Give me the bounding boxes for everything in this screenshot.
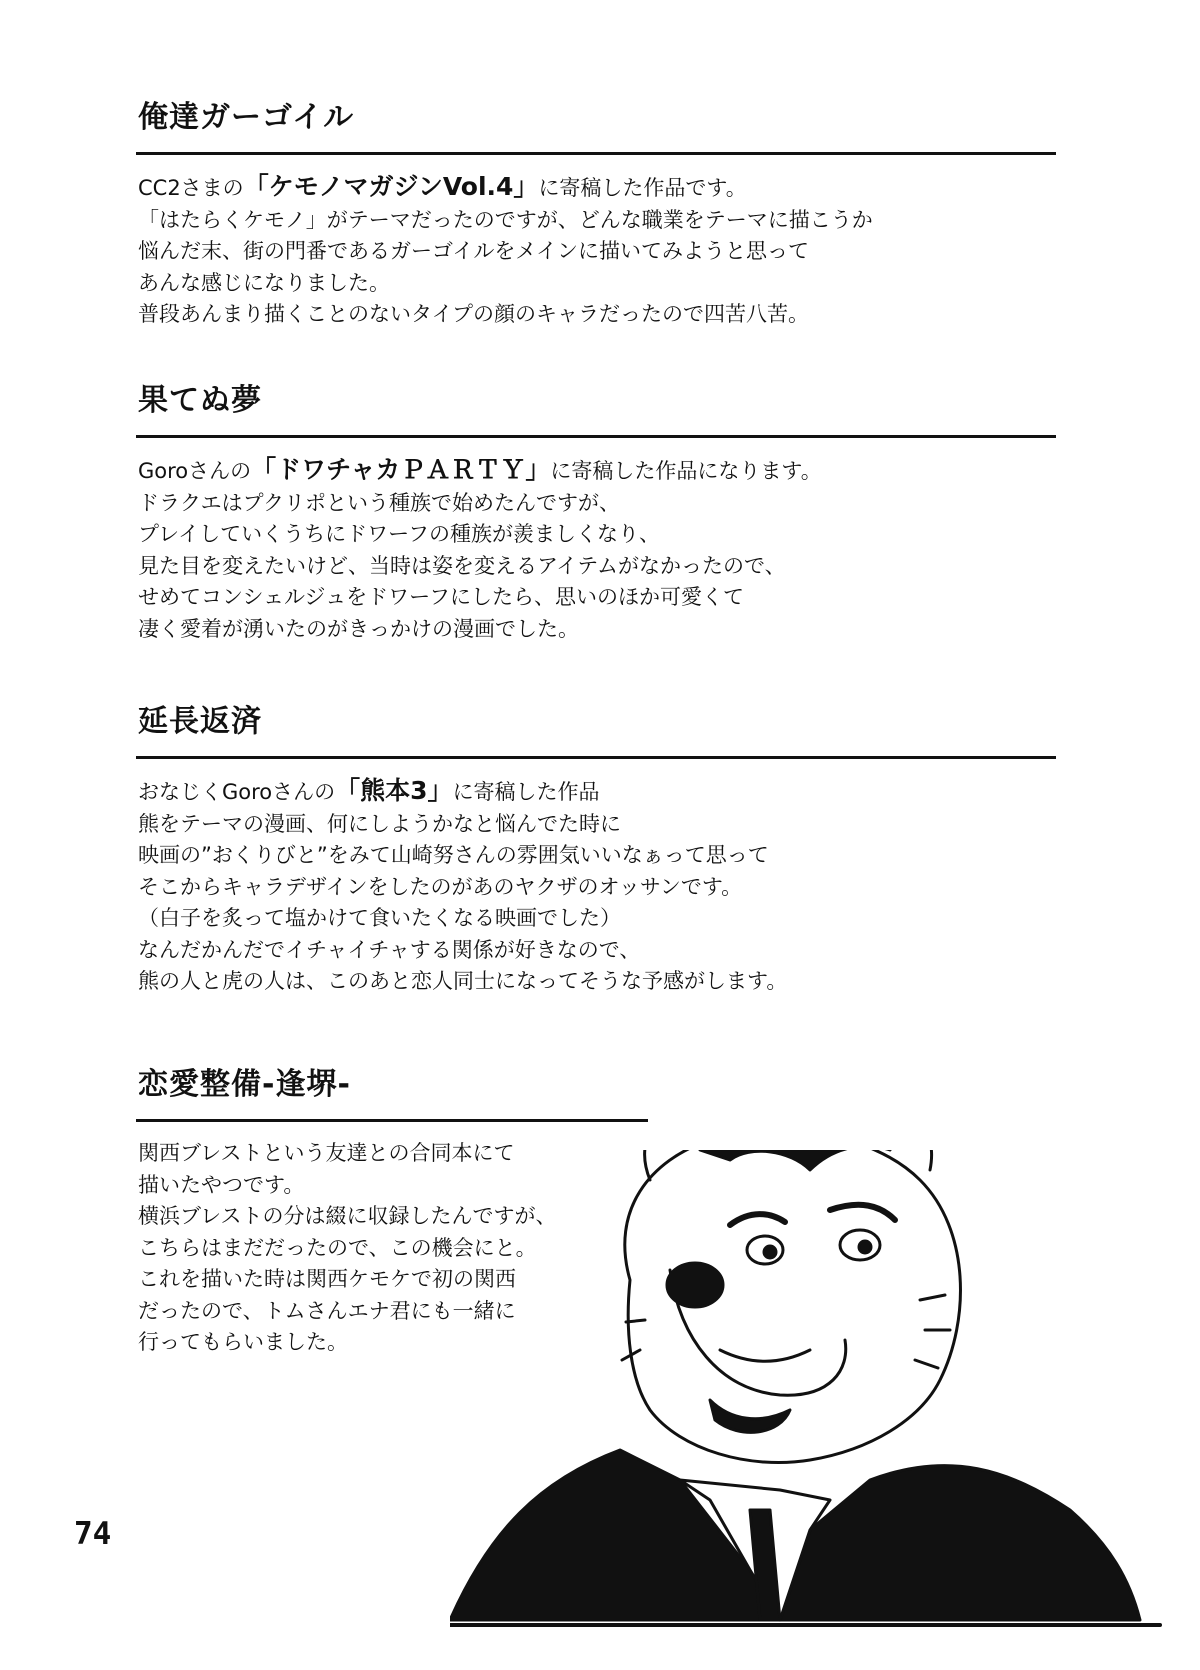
section-endless-dream: [138, 381, 1058, 645]
text-line: プレイしていくうちにドワーフの種族が羨ましくなり、: [138, 522, 661, 546]
section-title: 果てぬ夢: [138, 383, 262, 418]
text-line: こちらはまだだったので、この機会にと。: [138, 1235, 537, 1260]
text-line: 関西ブレストという友達との合同本にて: [138, 1141, 515, 1165]
text-line: だったので、トムさんエナ君にも一緒に: [138, 1298, 516, 1323]
text-line: Goroさんの「ドワチャカＰＡＲＴＹ」に寄稿した作品になります。: [138, 455, 822, 484]
text-line: これを描いた時は関西ケモケで初の関西: [138, 1267, 516, 1291]
bear-drawing: [450, 1150, 1170, 1650]
page-number: 74: [74, 1516, 112, 1552]
text-line: CC2さまの「ケモノマガジンVol.4」に寄稿した作品です。: [138, 172, 747, 201]
title-rule: [136, 756, 1056, 759]
text-line: 熊の人と虎の人は、このあと恋人同士になってそうな予感がします。: [138, 969, 788, 993]
section-title: 延長返済: [138, 704, 262, 739]
text-line: 行ってもらいました。: [138, 1330, 348, 1354]
text-line: せめてコンシェルジュをドワーフにしたら、思いのほか可愛くて: [138, 585, 745, 609]
text-line: 凄く愛着が湧いたのがきっかけの漫画でした。: [138, 616, 579, 641]
text-line: 悩んだ末、街の門番であるガーゴイルをメインに描いてみようと思って: [138, 239, 809, 263]
bear-character-illustration: [450, 1150, 1170, 1654]
section-gargoyle: [138, 98, 1058, 331]
text-line: 横浜ブレストの分は綴に収録したんですが、: [138, 1204, 557, 1228]
text-line: 見た目を変えたいけど、当時は姿を変えるアイテムがなかったので、: [138, 553, 786, 578]
text-line: （白子を炙って塩かけて食いたくなる映画でした）: [138, 906, 621, 930]
text-line: 熊をテーマの漫画、何にしようかなと悩んでた時に: [138, 811, 621, 836]
section-body: [138, 171, 1058, 331]
title-rule: [136, 1119, 648, 1122]
title-rule: [136, 435, 1056, 438]
text-line: そこからキャラデザインをしたのがあのヤクザのオッサンです。: [138, 874, 743, 899]
section-extension-repayment: [138, 702, 1058, 998]
section-title: 俺達ガーゴイル: [138, 100, 355, 135]
section-body: [138, 775, 1058, 998]
text-line: 映画の”おくりびと”をみて山崎努さんの雰囲気いいなぁって思って: [138, 843, 769, 867]
title-rule: [136, 152, 1056, 155]
text-line: 普段あんまり描くことのないタイプの顔のキャラだったので四苦八苦。: [138, 302, 809, 326]
text-line: おなじくGoroさんの「熊本3」に寄稿した作品: [138, 776, 600, 805]
text-line: ドラクエはプクリポという種族で始めたんですが、: [138, 490, 620, 515]
text-line: 「はたらくケモノ」がテーマだったのですが、どんな職業をテーマに描こうか: [138, 207, 873, 232]
text-line: なんだかんだでイチャイチャする関係が好きなので、: [138, 937, 641, 962]
text-line: 描いたやつです。: [138, 1172, 305, 1197]
section-title: 恋愛整備-逢堺-: [138, 1067, 351, 1102]
text-line: あんな感じになりました。: [138, 270, 390, 295]
section-body: [138, 454, 1058, 645]
